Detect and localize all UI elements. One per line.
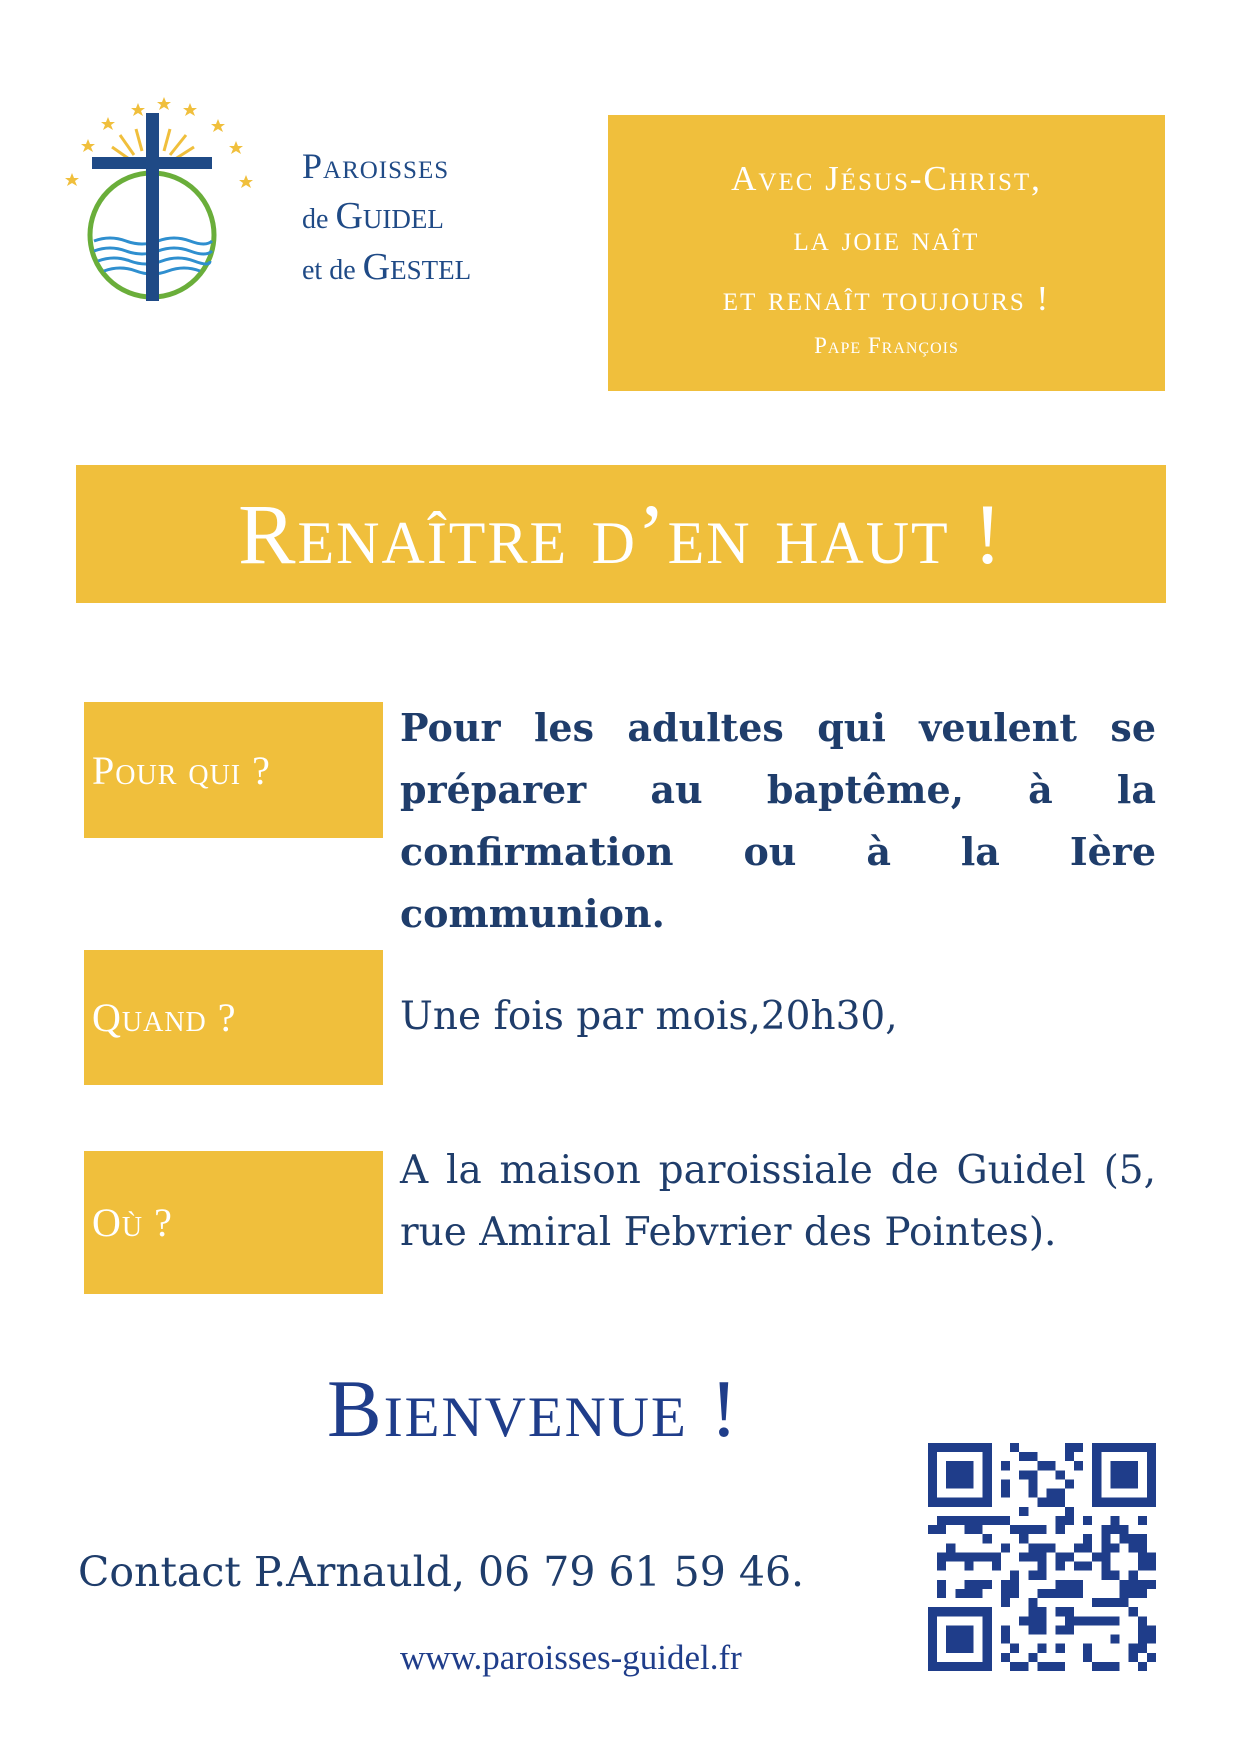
quote-author: Pape François: [814, 333, 959, 358]
desc-ou: A la maison paroissiale de Guidel (5, rue Amiral Febvrier des Pointes).: [400, 1148, 1156, 1255]
label-pour-qui: Pour qui ?: [84, 702, 383, 838]
label-ou: Où ?: [84, 1151, 383, 1294]
label-quand: Quand ?: [84, 950, 383, 1085]
quote-line1: Avec Jésus-Christ,: [731, 159, 1042, 198]
quote-box: [608, 115, 1165, 391]
website-link[interactable]: www.paroisses-guidel.fr: [400, 1638, 742, 1677]
parish-logo-icon: [60, 95, 260, 305]
parish-name: [302, 142, 471, 293]
page-title: Renaître d’en haut !: [238, 486, 1004, 582]
org-line2: de Guidel: [302, 194, 444, 237]
qr-code-icon[interactable]: [928, 1443, 1156, 1671]
desc-quand: Une fois par mois,20h30,: [400, 994, 898, 1039]
quote-line3: et renaît toujours !: [722, 279, 1051, 318]
desc-pour-qui: Pour les adultes qui veulent se préparer au baptême, à la confirmation ou à la Ière communion.: [400, 705, 1156, 936]
welcome-heading: Bienvenue !: [327, 1363, 740, 1454]
contact-info: Contact P.Arnauld, 06 79 61 59 46.: [78, 1548, 805, 1596]
org-line3: et de Gestel: [302, 245, 472, 288]
quote-line2: la joie naît: [793, 219, 980, 258]
org-line1: Paroisses: [302, 146, 450, 186]
title-banner: [76, 465, 1166, 603]
